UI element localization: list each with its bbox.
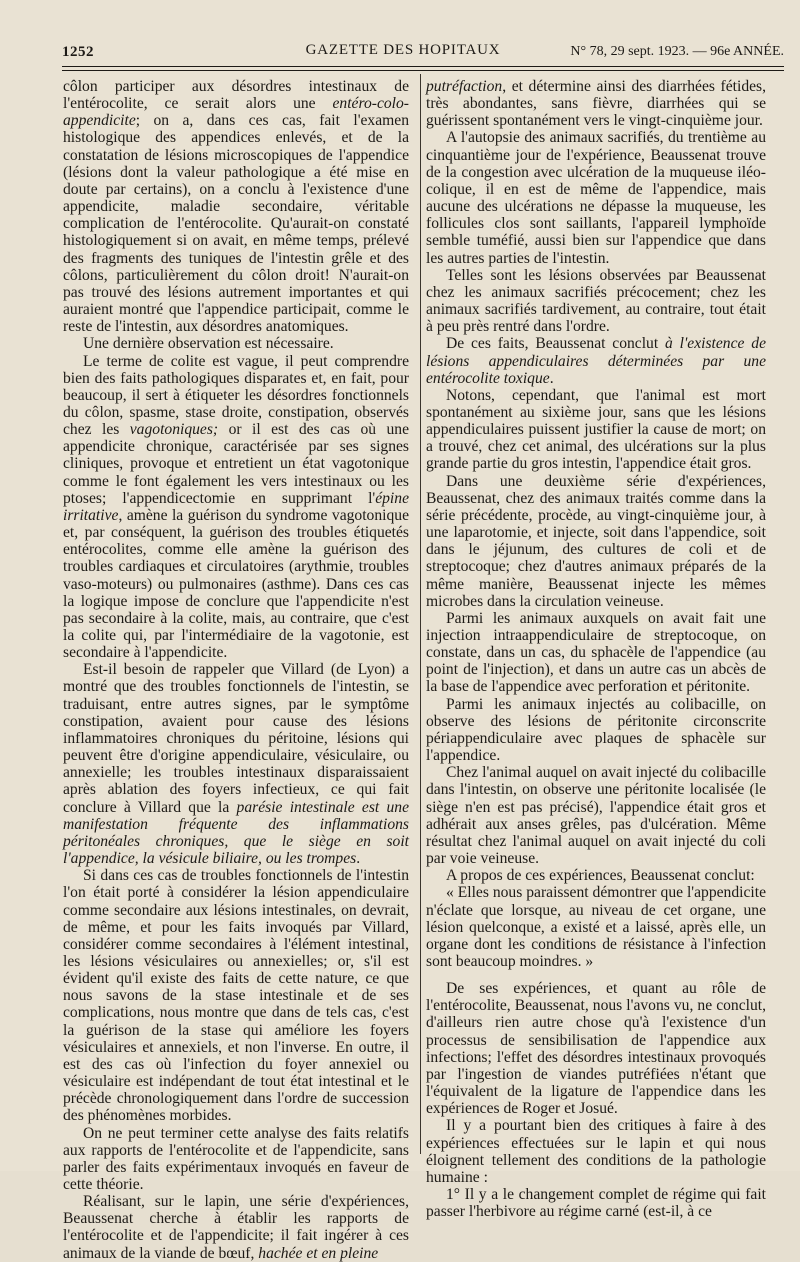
paragraph: Dans une deuxième série d'expériences, Beaussenat, chez des animaux traités comme dans la série précédente, procède, au vingt-cinquième jour, à une laparotomie, et injecte, soit dans l'appendice, soit dans le jéjunum, des cultures de coli et de streptocoque; chez d'autres animaux préparés de la même manière, Beaussenat injecte les mêmes microbes dans la circulation veineuse. [426,472,766,610]
header-rule-thick [62,66,784,67]
paragraph: Réalisant, sur le lapin, une série d'expériences, Beaussenat cherche à établir les rapports de l'entérocolite et de l'appendicite; il fait ingérer à ces animaux de la viande de bœuf, hachée et en pleine [63,1193,409,1262]
quotation: « Elles nous paraissent démontrer que l'appendicite n'éclate que lorsque, au niveau de cet organe, une lésion quelconque, a existé et a laissé, après elle, un organe dont les conditions de résistance à l'infection sont beaucoup moindres. » [426,884,766,970]
paragraph: Telles sont les lésions observées par Beaussenat chez les animaux sacrifiés précocement; chez les animaux sacrifiés tardivement, au contraire, tout était à peu près rentré dans l'ordre. [426,266,766,336]
paragraph: Est-il besoin de rappeler que Villard (de Lyon) a montré que des troubles fonctionnels de l'intestin, se traduisant, entre autres signes, par le symptôme constipation, avaient pour cause des lésions inflammatoires chroniques du péritoine, lésions qui peuvent être d'origine appendiculaire, vésiculaire, ou annexielle; les troubles intestinaux disparaissaient après ablation des foyers infectieux, ce qui fait conclure à Villard que la parésie intestinale est une manifestation fréquente des inflammations péritonéales chroniques, que le siège en soit l'appendice, la vésicule biliaire, ou les trompes. [63,661,409,868]
paragraph: Notons, cependant, que l'animal est mort spontanément au sixième jour, sans que les lésions appendiculaires puissent justifier la cause de mort; on a trouvé, chez cet animal, des ulcérations sur la plus grande partie du gros intestin, l'appendice était gros. [426,386,766,473]
left-column [63,78,409,1262]
paragraph: Une dernière observation est nécessaire. [83,335,334,353]
paragraph: On ne peut terminer cette analyse des faits relatifs aux rapports de l'entérocolite et de l'appendicite, sans parler des faits expérimentaux invoqués en faveur de cette théorie. [63,1124,409,1193]
paragraph: Il y a pourtant bien des critiques à faire à des expériences effectuées sur le lapin et qui nous éloignent tellement des conditions de la pathologie humaine : [426,1117,766,1186]
paragraph: Chez l'animal auquel on avait injecté du colibacille dans l'intestin, on observe une péritonite localisée (le siège n'en est pas précisé), l'appendice était gros et adhérait aux anses grêles, pas d'ulcération. Même résultat chez l'animal auquel on avait injecté du coli par voie veineuse. [426,764,766,868]
paragraph: De ses expériences, et quant au rôle de l'entérocolite, Beaussenat, nous l'avons vu, ne conclut, d'ailleurs rien autre chose qu'à l'existence d'un processus de sensibilisation de l'appendice aux infections; l'effet des désordres intestinaux provoqués par l'ingestion de viandes putréfiées n'étant que l'équivalent de la ligature de l'appendice dans les expériences de Roger et Josué. [426,980,766,1118]
right-column [426,78,766,1220]
paragraph: Parmi les animaux injectés au colibacille, on observe des lésions de péritonite circonscrite périappendiculaire avec plaques de sphacèle sur l'appendice. [426,695,766,765]
journal-title: GAZETTE DES HOPITAUX [305,42,501,58]
column-divider [420,74,421,1154]
paragraph: putréfaction, et détermine ainsi des diarrhées fétides, très abondantes, sans fièvre, diarrhées qui se guérissent spontanément vers le vingt-cinquième jour. [426,78,766,130]
issue-info: N° 78, 29 sept. 1923. — 96e ANNÉE. [570,44,784,59]
paragraph: Si dans ces cas de troubles fonctionnels de l'intestin l'on était porté à considérer la lésion appendiculaire comme secondaire aux lésions intestinales, on devrait, de même, et pour les faits invoqués par Villard, considérer comme secondaires à l'élément intestinal, les lésions vésiculaires ou annexielles; or, s'il est évident qu'il existe des faits de cette nature, ce que nous savons de la stase intestinale et de ses complications, nous montre que dans de tels cas, c'est la guérison de la stase qui améliore les foyers vésiculaires et annexiels, et non l'inverse. En outre, il est des cas où l'infection du foyer annexiel ou vésiculaire est indépendant de tout état intestinal et le précède chronologiquement dans l'ordre de succession des phénomènes morbides. [63,867,409,1125]
paragraph: A propos de ces expériences, Beaussenat conclut: [446,867,755,885]
paragraph: 1° Il y a le changement complet de régime qui fait passer l'herbivore au régime carné (est-il, à ce [426,1186,766,1221]
page-header [62,40,784,64]
paragraph: De ces faits, Beaussenat conclut à l'existence de lésions appendiculaires déterminées par une entérocolite toxique. [426,335,766,387]
paragraph: côlon participer aux désordres intestinaux de l'entérocolite, ce serait alors une entéro-colo-appendicite; on a, dans ces cas, fait l'examen histologique des appendices enlevés, et de la constatation de lésions microscopiques de l'appendice (lésions dont la valeur pathologique a été mise en doute par certains), on a conclu à l'existence d'une appendicite, maladie secondaire, véritable complication de l'entérocolite. Qu'aurait-on constaté histologiquement si on avait, en même temps, prélevé des fragments des tuniques de l'intestin grêle et des côlons, particulièrement du côlon droit! N'aurait-on pas trouvé des lésions autrement importantes et qui auraient montré que l'appendice participait, comme le reste de l'intestin, aux désordres anatomiques. [63,78,409,336]
paragraph: Parmi les animaux auxquels on avait fait une injection intraappendiculaire de streptocoque, on constate, dans un cas, du sphacèle de l'appendice (au point de l'injection), et dans un autre cas un abcès de la base de l'appendice avec perforation et péritonite. [426,609,766,696]
header-rule-thin [62,70,784,71]
paragraph: A l'autopsie des animaux sacrifiés, du trentième au cinquantième jour de l'expérience, Beaussenat trouve de la congestion avec ulcération de la muqueuse iléo-colique, il en est de même de l'appendice, mais aucune des ulcérations ne dépasse la muqueuse, les follicules clos sont saillants, l'appareil lymphoïde semble tuméfié, aussi bien sur l'appendice que dans les autres parties de l'intestin. [426,129,766,267]
paragraph: Le terme de colite est vague, il peut comprendre bien des faits pathologiques disparates et, en fait, pour beaucoup, il sert à étiqueter les désordres fonctionnels du côlon, spasme, stase droite, constipation, observés chez les vagotoniques; or il est des cas où une appendicite chronique, caractérisée par ses signes cliniques, provoque et entretient un état vagotonique comme le font également les vers intestinaux ou les ptoses; l'appendicectomie en supprimant l'épine irritative, amène la guérison du syndrome vagotonique et, par conséquent, la guérison des troubles étiquetés entérocolites, comme elle amène la guérison des troubles cardiaques et circulatoires (arythmie, troubles vaso-moteurs) ou pulmonaires (asthme). Dans ces cas la logique impose de conclure que l'appendicite n'est pas secondaire à la colite, mais, au contraire, que c'est la colite qui, par l'intermédiaire de la vagotonie, est secondaire à l'appendicite. [63,352,409,662]
page-number: 1252 [62,44,94,60]
